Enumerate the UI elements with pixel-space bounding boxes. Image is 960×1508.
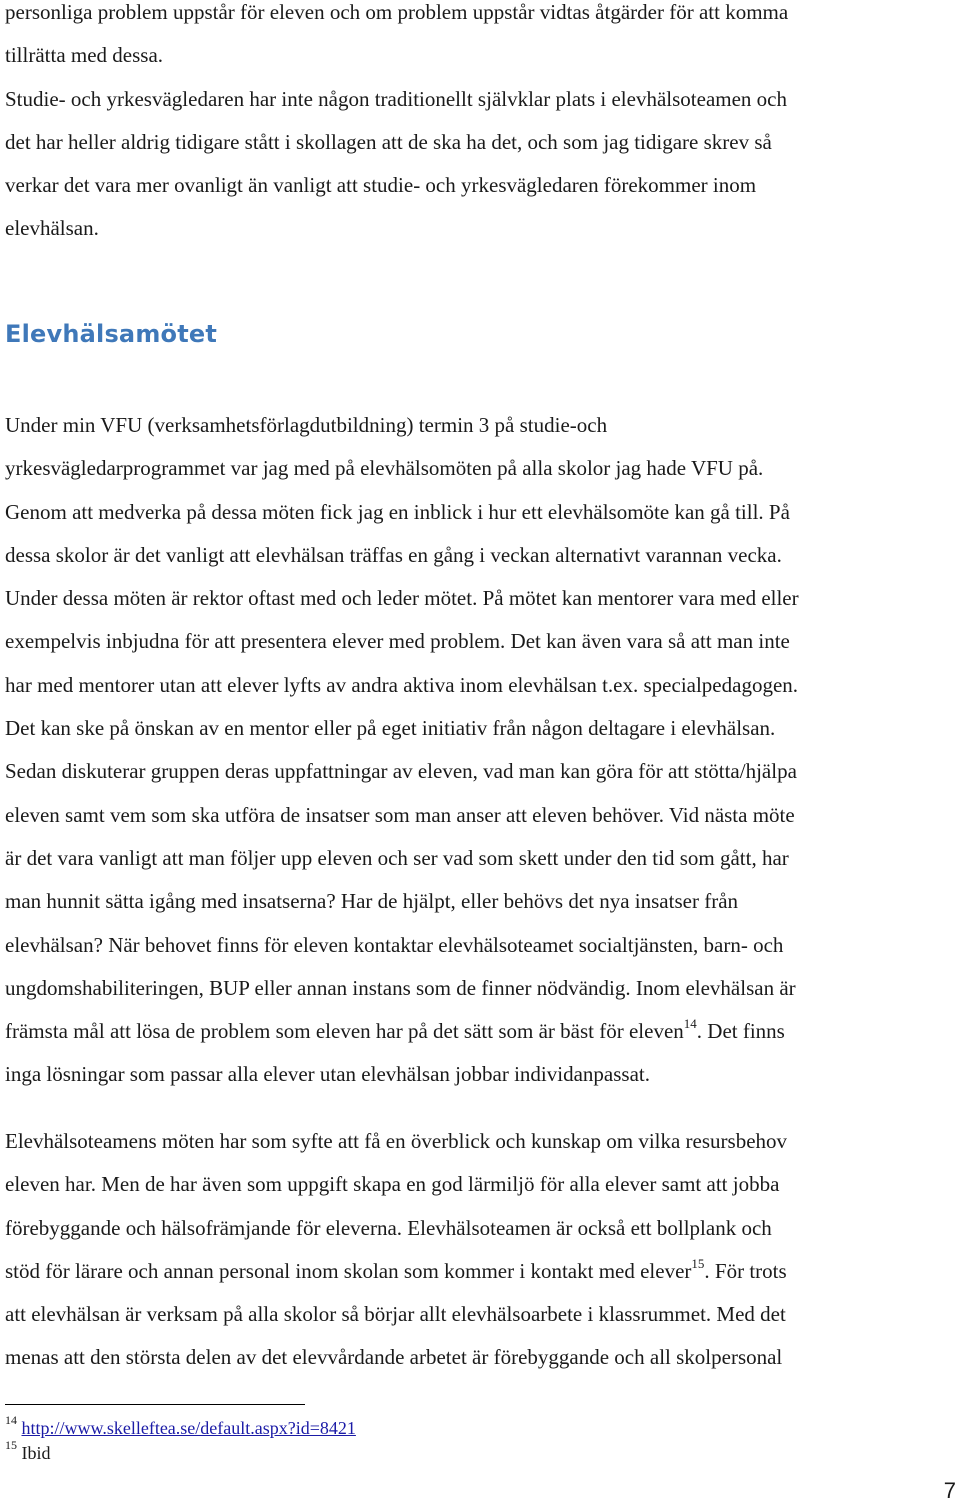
footnote-ref-15: 15 [691, 1255, 705, 1271]
text-line-with-footnote [5, 1010, 960, 1053]
text-line-with-footnote [5, 1250, 960, 1293]
text-line: att elevhälsan är verksam på alla skolor så börjar allt elevhälsoarbete i klassrummet. Med det [5, 1302, 786, 1327]
text-line: är det vara vanligt att man följer upp eleven och ser vad som skett under den tid som gått, har [5, 845, 789, 870]
text-line: Studie- och yrkesvägledaren har inte någon traditionellt självklar plats i elevhälsoteamen och [5, 86, 787, 111]
text-line: tillrätta med dessa. [5, 43, 164, 68]
text-line: det har heller aldrig tidigare stått i skollagen att de ska ha det, och som jag tidigare skrev så [5, 129, 772, 154]
text-line: Elevhälsoteamens möten har som syfte att få en överblick och kunskap om vilka resursbehov [5, 1129, 788, 1153]
text-segment: . Det finns [696, 1019, 785, 1044]
text-line: menas att den största delen av det elevvårdande arbetet är förebyggande och all skolpersonal [5, 1345, 783, 1370]
text-line: Det kan ske på önskan av en mentor eller på eget initiativ från någon deltagare i elevhälsan. [5, 716, 776, 741]
text-segment: . För trots [704, 1258, 787, 1283]
intro-paragraph [5, 0, 960, 251]
footnote-text: Ibid [21, 1443, 51, 1463]
footnote-14 [5, 1413, 356, 1440]
text-line: personliga problem uppstår för eleven och om problem uppstår vidtas åtgärder för att komma [5, 0, 789, 24]
text-line: eleven har. Men de har även som uppgift skapa en god lärmiljö för alla elever samt att jobba [5, 1172, 780, 1197]
text-line: ungdomshabiliteringen, BUP eller annan instans som de finner nödvändig. Inom elevhälsan är [5, 975, 796, 1000]
text-line: eleven samt vem som ska utföra de insatser som man anser att eleven behöver. Vid nästa möte [5, 802, 795, 827]
text-line: exempelvis inbjudna för att presentera elever med problem. Det kan även vara så att man inte [5, 629, 790, 654]
text-line: elevhälsan? När behovet finns för eleven kontaktar elevhälsoteamet socialtjänsten, barn- och [5, 932, 784, 957]
footnote-separator [5, 1404, 305, 1405]
text-line: inga lösningar som passar alla elever utan elevhälsan jobbar individanpassat. [5, 1062, 650, 1087]
text-line: dessa skolor är det vanligt att elevhälsan träffas en gång i veckan alternativt varannan vecka. [5, 542, 782, 567]
text-line: förebyggande och hälsofrämjande för eleverna. Elevhälsoteamen är också ett bollplank och [5, 1215, 772, 1240]
page-number: 7 [943, 1478, 956, 1503]
text-line: Under min VFU (verksamhetsförlagdutbildning) termin 3 på studie-och [5, 413, 608, 437]
footnote-number: 15 [5, 1438, 17, 1452]
text-line: Genom att medverka på dessa möten fick jag en inblick i hur ett elevhälsomöte kan gå till. På [5, 499, 790, 524]
section-heading: Elevhälsamötet [5, 320, 218, 348]
text-line: Under dessa möten är rektor oftast med och leder mötet. På mötet kan mentorer vara med eller [5, 586, 799, 611]
text-line: verkar det vara mer ovanligt än vanligt att studie- och yrkesvägledaren förekommer inom [5, 173, 757, 198]
footnote-number: 14 [5, 1413, 17, 1427]
body-paragraph-2 [5, 1120, 960, 1380]
footnote-15 [5, 1438, 51, 1465]
text-line: har med mentorer utan att elever lyfts av andra aktiva inom elevhälsan t.ex. specialpedagogen. [5, 672, 799, 697]
footnote-link[interactable]: http://www.skelleftea.se/default.aspx?id=8421 [21, 1418, 356, 1438]
text-line: Sedan diskuterar gruppen deras uppfattningar av eleven, vad man kan göra för att stötta/hjälpa [5, 759, 797, 784]
text-line: man hunnit sätta igång med insatserna? Har de hjälpt, eller behövs det nya insatser från [5, 889, 739, 914]
text-segment: stöd för lärare och annan personal inom skolan som kommer i kontakt med elever [5, 1258, 692, 1283]
text-segment: främsta mål att lösa de problem som eleven har på det sätt som är bäst för eleven [5, 1019, 684, 1044]
text-line: yrkesvägledarprogrammet var jag med på elevhälsomöten på alla skolor jag hade VFU på. [5, 456, 764, 481]
footnote-ref-14: 14 [683, 1016, 697, 1032]
text-line: elevhälsan. [5, 216, 99, 241]
body-paragraph-1 [5, 404, 960, 1097]
